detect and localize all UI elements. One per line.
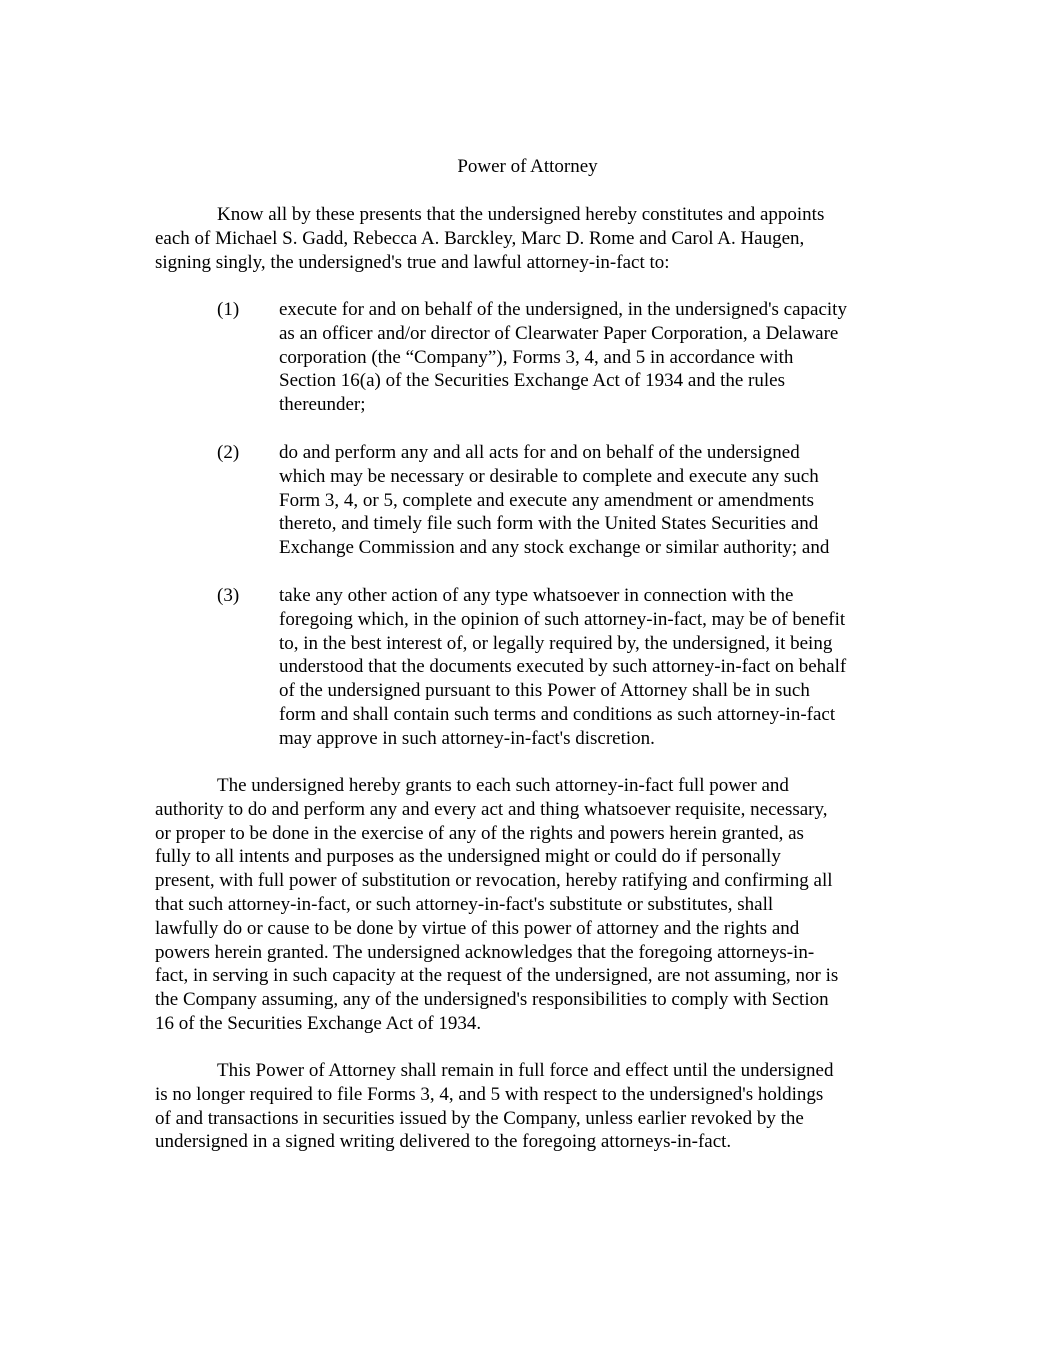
grant-line: fully to all intents and purposes as the undersigned might or could do if personally: [155, 846, 781, 868]
list-item-line: of the undersigned pursuant to this Power of Attorney shall be in such: [279, 680, 810, 702]
grant-line: fact, in serving in such capacity at the request of the undersigned, are not assuming, nor is: [155, 965, 839, 987]
list-item-line: Exchange Commission and any stock exchange or similar authority; and: [279, 537, 830, 559]
grant-paragraph: [155, 774, 905, 1036]
list-item-text: [279, 298, 907, 417]
list-item-number: (3): [217, 585, 240, 606]
list-item-line: corporation (the “Company”), Forms 3, 4, and 5 in accordance with: [279, 346, 794, 368]
grant-line: authority to do and perform any and every act and thing whatsoever requisite, necessary,: [155, 798, 828, 820]
list-item-line: take any other action of any type whatsoever in connection with the: [279, 585, 794, 606]
term-paragraph: [155, 1059, 905, 1154]
list-item-line: Section 16(a) of the Securities Exchange Act of 1934 and the rules: [279, 370, 785, 392]
term-line: of and transactions in securities issued by the Company, unless earlier revoked by the: [155, 1107, 804, 1129]
list-item-line: thereto, and timely file such form with the United States Securities and: [279, 513, 819, 535]
list-item-text: [279, 441, 907, 560]
list-item-line: foregoing which, in the opinion of such attorney-in-fact, may be of benefit: [279, 608, 846, 630]
list-item-line: form and shall contain such terms and conditions as such attorney-in-fact: [279, 703, 836, 725]
list-item-line: thereunder;: [279, 394, 366, 416]
term-line: This Power of Attorney shall remain in full force and effect until the undersigned: [217, 1060, 834, 1081]
grant-line: that such attorney-in-fact, or such attorney-in-fact's substitute or substitutes, shall: [155, 893, 774, 915]
list-item-line: understood that the documents executed by such attorney-in-fact on behalf: [279, 656, 847, 678]
list-item-line: Form 3, 4, or 5, complete and execute any amendment or amendments: [279, 489, 815, 511]
grant-line: 16 of the Securities Exchange Act of 1934.: [155, 1012, 482, 1034]
list-item-number: (2): [217, 442, 240, 463]
intro-line: signing singly, the undersigned's true and lawful attorney-in-fact to:: [155, 251, 670, 273]
grant-line: the Company assuming, any of the undersigned's responsibilities to comply with Section: [155, 989, 829, 1011]
list-item-number: (1): [217, 299, 240, 320]
grant-line: lawfully do or cause to be done by virtue of this power of attorney and the rights and: [155, 917, 800, 939]
list-item-line: execute for and on behalf of the undersigned, in the undersigned's capacity: [279, 299, 847, 320]
term-line: is no longer required to file Forms 3, 4, and 5 with respect to the undersigned's holdings: [155, 1083, 824, 1105]
list-item-line: may approve in such attorney-in-fact's discretion.: [279, 727, 655, 749]
list-item-line: as an officer and/or director of Clearwater Paper Corporation, a Delaware: [279, 322, 839, 344]
list-item-line: which may be necessary or desirable to complete and execute any such: [279, 465, 819, 487]
term-line: undersigned in a signed writing delivered to the foregoing attorneys-in-fact.: [155, 1131, 732, 1153]
list-item-text: [279, 584, 907, 751]
grant-line: powers herein granted. The undersigned acknowledges that the foregoing attorneys-in-: [155, 941, 815, 963]
intro-line: Know all by these presents that the undersigned hereby constitutes and appoints: [217, 204, 825, 225]
grant-line: present, with full power of substitution or revocation, hereby ratifying and confirming all: [155, 870, 833, 892]
grant-line: or proper to be done in the exercise of any of the rights and powers herein granted, as: [155, 822, 804, 844]
list-item-line: to, in the best interest of, or legally required by, the undersigned, it being: [279, 632, 833, 654]
document-title: Power of Attorney: [457, 156, 598, 177]
grant-line: The undersigned hereby grants to each such attorney-in-fact full power and: [217, 775, 789, 796]
list-item-line: do and perform any and all acts for and on behalf of the undersigned: [279, 442, 800, 463]
intro-paragraph: [155, 203, 905, 274]
intro-line: each of Michael S. Gadd, Rebecca A. Barckley, Marc D. Rome and Carol A. Haugen,: [155, 227, 805, 249]
